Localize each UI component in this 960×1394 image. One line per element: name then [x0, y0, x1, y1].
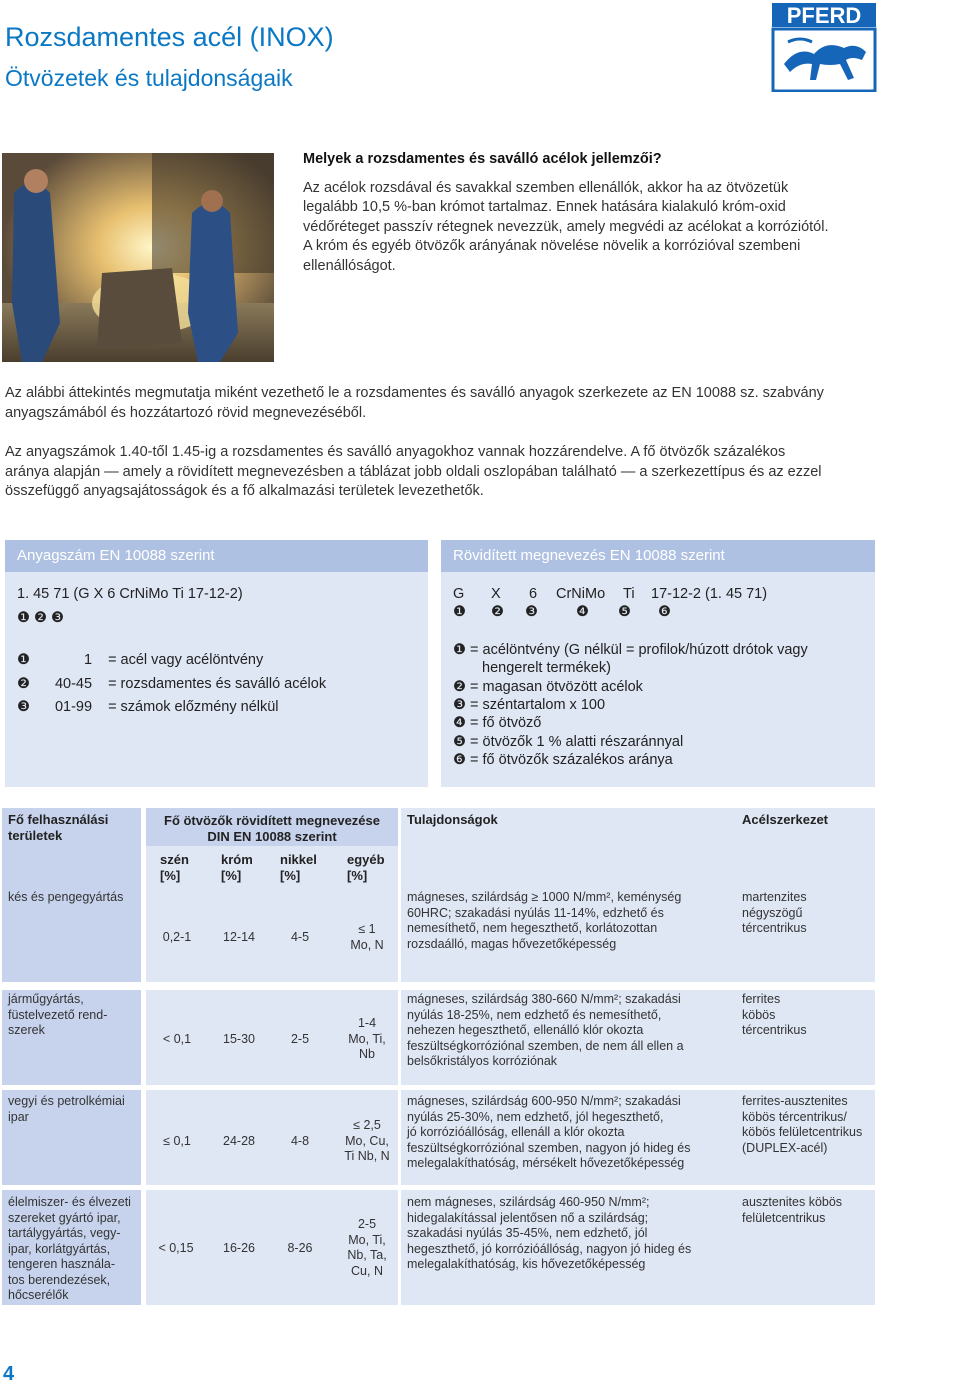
material-row: ❶ 1 = acél vagy acélöntvény	[17, 652, 264, 668]
carbon-value: 0,2-1	[162, 930, 192, 944]
alloy-table	[2, 808, 875, 1305]
properties-text: nem mágneses, szilárdság 460-950 N/mm²; hidegalakítással jelentősen nő a szilárdság; szakadási nyúlás 35-45%, nem edzhető, jól hegeszthető, jó korrózióállóság, nagyon jó hideg és melegalakíthatóság, kis hővezetőképesség	[407, 1195, 692, 1271]
pferd-logo	[770, 2, 878, 92]
properties-text: mágneses, szilárdság 600-950 N/mm²; szakadási nyúlás 25-30%, nem edzhető, jól hegeszthető, jó korrózióállóság, ellenáll a klór okozta feszültségkorróziónal szemben, nagyon jó hideg és melegalakíthatóság, mérsékelt hővezetőképesség	[407, 1094, 691, 1170]
table-row-area: kés és pengegyártás	[8, 890, 124, 904]
foundry-photo	[2, 153, 274, 362]
structure-text: ferrites-ausztenites köbös tércentrikus/ köbös felületcentrikus (DUPLEX-acél)	[742, 1094, 863, 1155]
legend-line: ❻ = fő ötvözők százalékos aránya	[453, 752, 673, 768]
carbon-value: < 0,1	[162, 1032, 192, 1046]
material-number-paragraph	[5, 443, 885, 502]
page-number: 4	[3, 1363, 15, 1385]
nickel-value: 4-8	[290, 1134, 310, 1148]
properties-text: mágneses, szilárdság 380-660 N/mm²; szakadási nyúlás 18-25%, nem edzhető és nemesíthető, nehezen hegeszthető, ellenálló klór okozta feszültségkorróziónal szemben, de nem áll ellen a belsőkristályos korróziónak	[407, 992, 684, 1068]
intro-question: Melyek a rozsdamentes és saválló acélok jellemzői?	[303, 151, 662, 167]
short-name-header: Rövidített megnevezés EN 10088 szerint	[441, 540, 875, 572]
page-title: Rozsdamentes acél (INOX)	[5, 22, 334, 52]
short-name-example: G X 6 CrNiMo Ti 17-12-2 (1. 45 71)	[453, 586, 768, 602]
short-name-markers: ❶ ❷ ❸ ❹ ❺ ❻	[453, 604, 671, 620]
subheader-nickel: nikkel [%]	[280, 852, 317, 883]
row-separator	[2, 1085, 875, 1090]
overview-paragraph	[5, 384, 885, 423]
structure-text: martenzites négyszögű tércentrikus	[742, 890, 807, 935]
material-row: ❸ 01-99 = számok előzmény nélkül	[17, 699, 279, 715]
material-row: ❷ 40-45 = rozsdamentes és saválló acélok	[17, 676, 327, 692]
intro-line: A króm és egyéb ötvözők arányának növelése növelik a korrózióval szembeni	[303, 238, 801, 254]
header-areas: Fő felhasználási területek	[8, 812, 109, 843]
paragraph-line: aránya alapján — amely a rövidített megnevezésben a táblázat jobb oldali oszlopában található — a szerkezettípus és az ezzel	[5, 463, 822, 480]
paragraph-line: Az alábbi áttekintés megmutatja miként vezethető le a rozsdamentes és saválló anyagok szerkezete az EN 10088 sz. szabvány	[5, 385, 824, 401]
material-number-markers: ❶ ❷ ❸	[17, 610, 65, 626]
paragraph-line: anyagszámából és hozzátartozó rövid megnevezéséből.	[5, 404, 367, 421]
other-value: 2-5 Mo, Ti, Nb, Ta, Cu, N	[347, 1217, 387, 1278]
intro-section	[303, 150, 843, 276]
paragraph-line: Az anyagszámok 1.40-től 1.45-ig a rozsdamentes és saválló anyagokhoz vannak hozzárendelve. A fő ötvözők százalékos	[5, 444, 786, 460]
chromium-value: 24-28	[223, 1134, 255, 1148]
legend-line: ❹ = fő ötvöző	[453, 715, 542, 731]
carbon-value: ≤ 0,1	[163, 1134, 191, 1148]
carbon-value: < 0,15	[158, 1241, 194, 1255]
material-number-header: Anyagszám EN 10088 szerint	[5, 540, 428, 572]
structure-text: ausztenites köbös felületcentrikus	[742, 1195, 843, 1225]
intro-line: legalább 10,5 %-ban krómot tartalmaz. Ennek hatására kialakuló króm-oxid	[303, 199, 786, 215]
table-row-area: járműgyártás, füstelvezető rend- szerek	[8, 992, 108, 1037]
page-subtitle: Ötvözetek és tulajdonságaik	[5, 65, 293, 91]
chromium-value: 16-26	[223, 1241, 255, 1255]
paragraph-line: összefüggő anyagsajátosságok és a fő alkalmazási területek levezethetők.	[5, 483, 484, 499]
legend-line: hengerelt termékek)	[482, 660, 611, 676]
chromium-value: 12-14	[223, 930, 255, 944]
subheader-chromium: króm [%]	[221, 852, 253, 883]
material-number-example: 1. 45 71 (G X 6 CrNiMo Ti 17-12-2)	[17, 586, 243, 602]
short-name-box	[441, 540, 875, 787]
logo-text: PFERD	[786, 3, 862, 28]
legend-line: ❸ = széntartalom x 100	[453, 697, 606, 713]
nickel-value: 8-26	[287, 1241, 313, 1255]
material-number-box	[5, 540, 428, 787]
other-value: ≤ 2,5 Mo, Cu, Ti Nb, N	[344, 1118, 390, 1163]
nickel-value: 4-5	[290, 930, 310, 944]
table-row-area: élelmiszer- és élvezeti szereket gyártó ipar, tartálygyártás, vegy- ipar, korlátgyártás, tengeren használa- tos berendezések, hőcserélők	[8, 1195, 131, 1302]
intro-line: Az acélok rozsdával és savakkal szemben ellenállók, akkor ha az ötvözetük	[303, 179, 789, 196]
legend-line: ❺ = ötvözők 1 % alatti részaránnyal	[453, 734, 684, 750]
subheader-carbon: szén [%]	[160, 852, 189, 883]
header-alloys: Fő ötvözők rövidített megnevezése DIN EN 10088 szerint	[164, 813, 380, 844]
row-separator	[2, 982, 875, 990]
table-row-area: vegyi és petrolkémiai ipar	[8, 1094, 125, 1124]
legend-line: ❷ = magasan ötvözött acélok	[453, 679, 643, 695]
header-structure: Acélszerkezet	[742, 812, 828, 827]
subheader-other: egyéb [%]	[347, 852, 385, 883]
intro-line: védőréteget passzív rétegnek nevezzük, amely megvédi az acélokat a korróziótól.	[303, 218, 829, 235]
chromium-value: 15-30	[223, 1032, 255, 1046]
column-separator	[141, 808, 146, 1305]
header-properties: Tulajdonságok	[407, 812, 498, 827]
structure-text: ferrites köbös tércentrikus	[742, 992, 807, 1037]
intro-line: ellenállóságot.	[303, 257, 396, 274]
properties-text: mágneses, szilárdság ≥ 1000 N/mm², keménység 60HRC; szakadási nyúlás 11-14%, edzhető és nemesíthető, nem hegeszthető, korlátozottan rozsdaálló, magas hővezetőképesség	[407, 890, 682, 951]
legend-line: ❶ = acélöntvény (G nélkül = profilok/húzott drótok vagy	[453, 642, 808, 658]
row-separator	[2, 1185, 875, 1190]
nickel-value: 2-5	[290, 1032, 310, 1046]
other-value: 1-4 Mo, Ti, Nb	[348, 1016, 386, 1061]
other-value: ≤ 1 Mo, N	[350, 922, 384, 952]
